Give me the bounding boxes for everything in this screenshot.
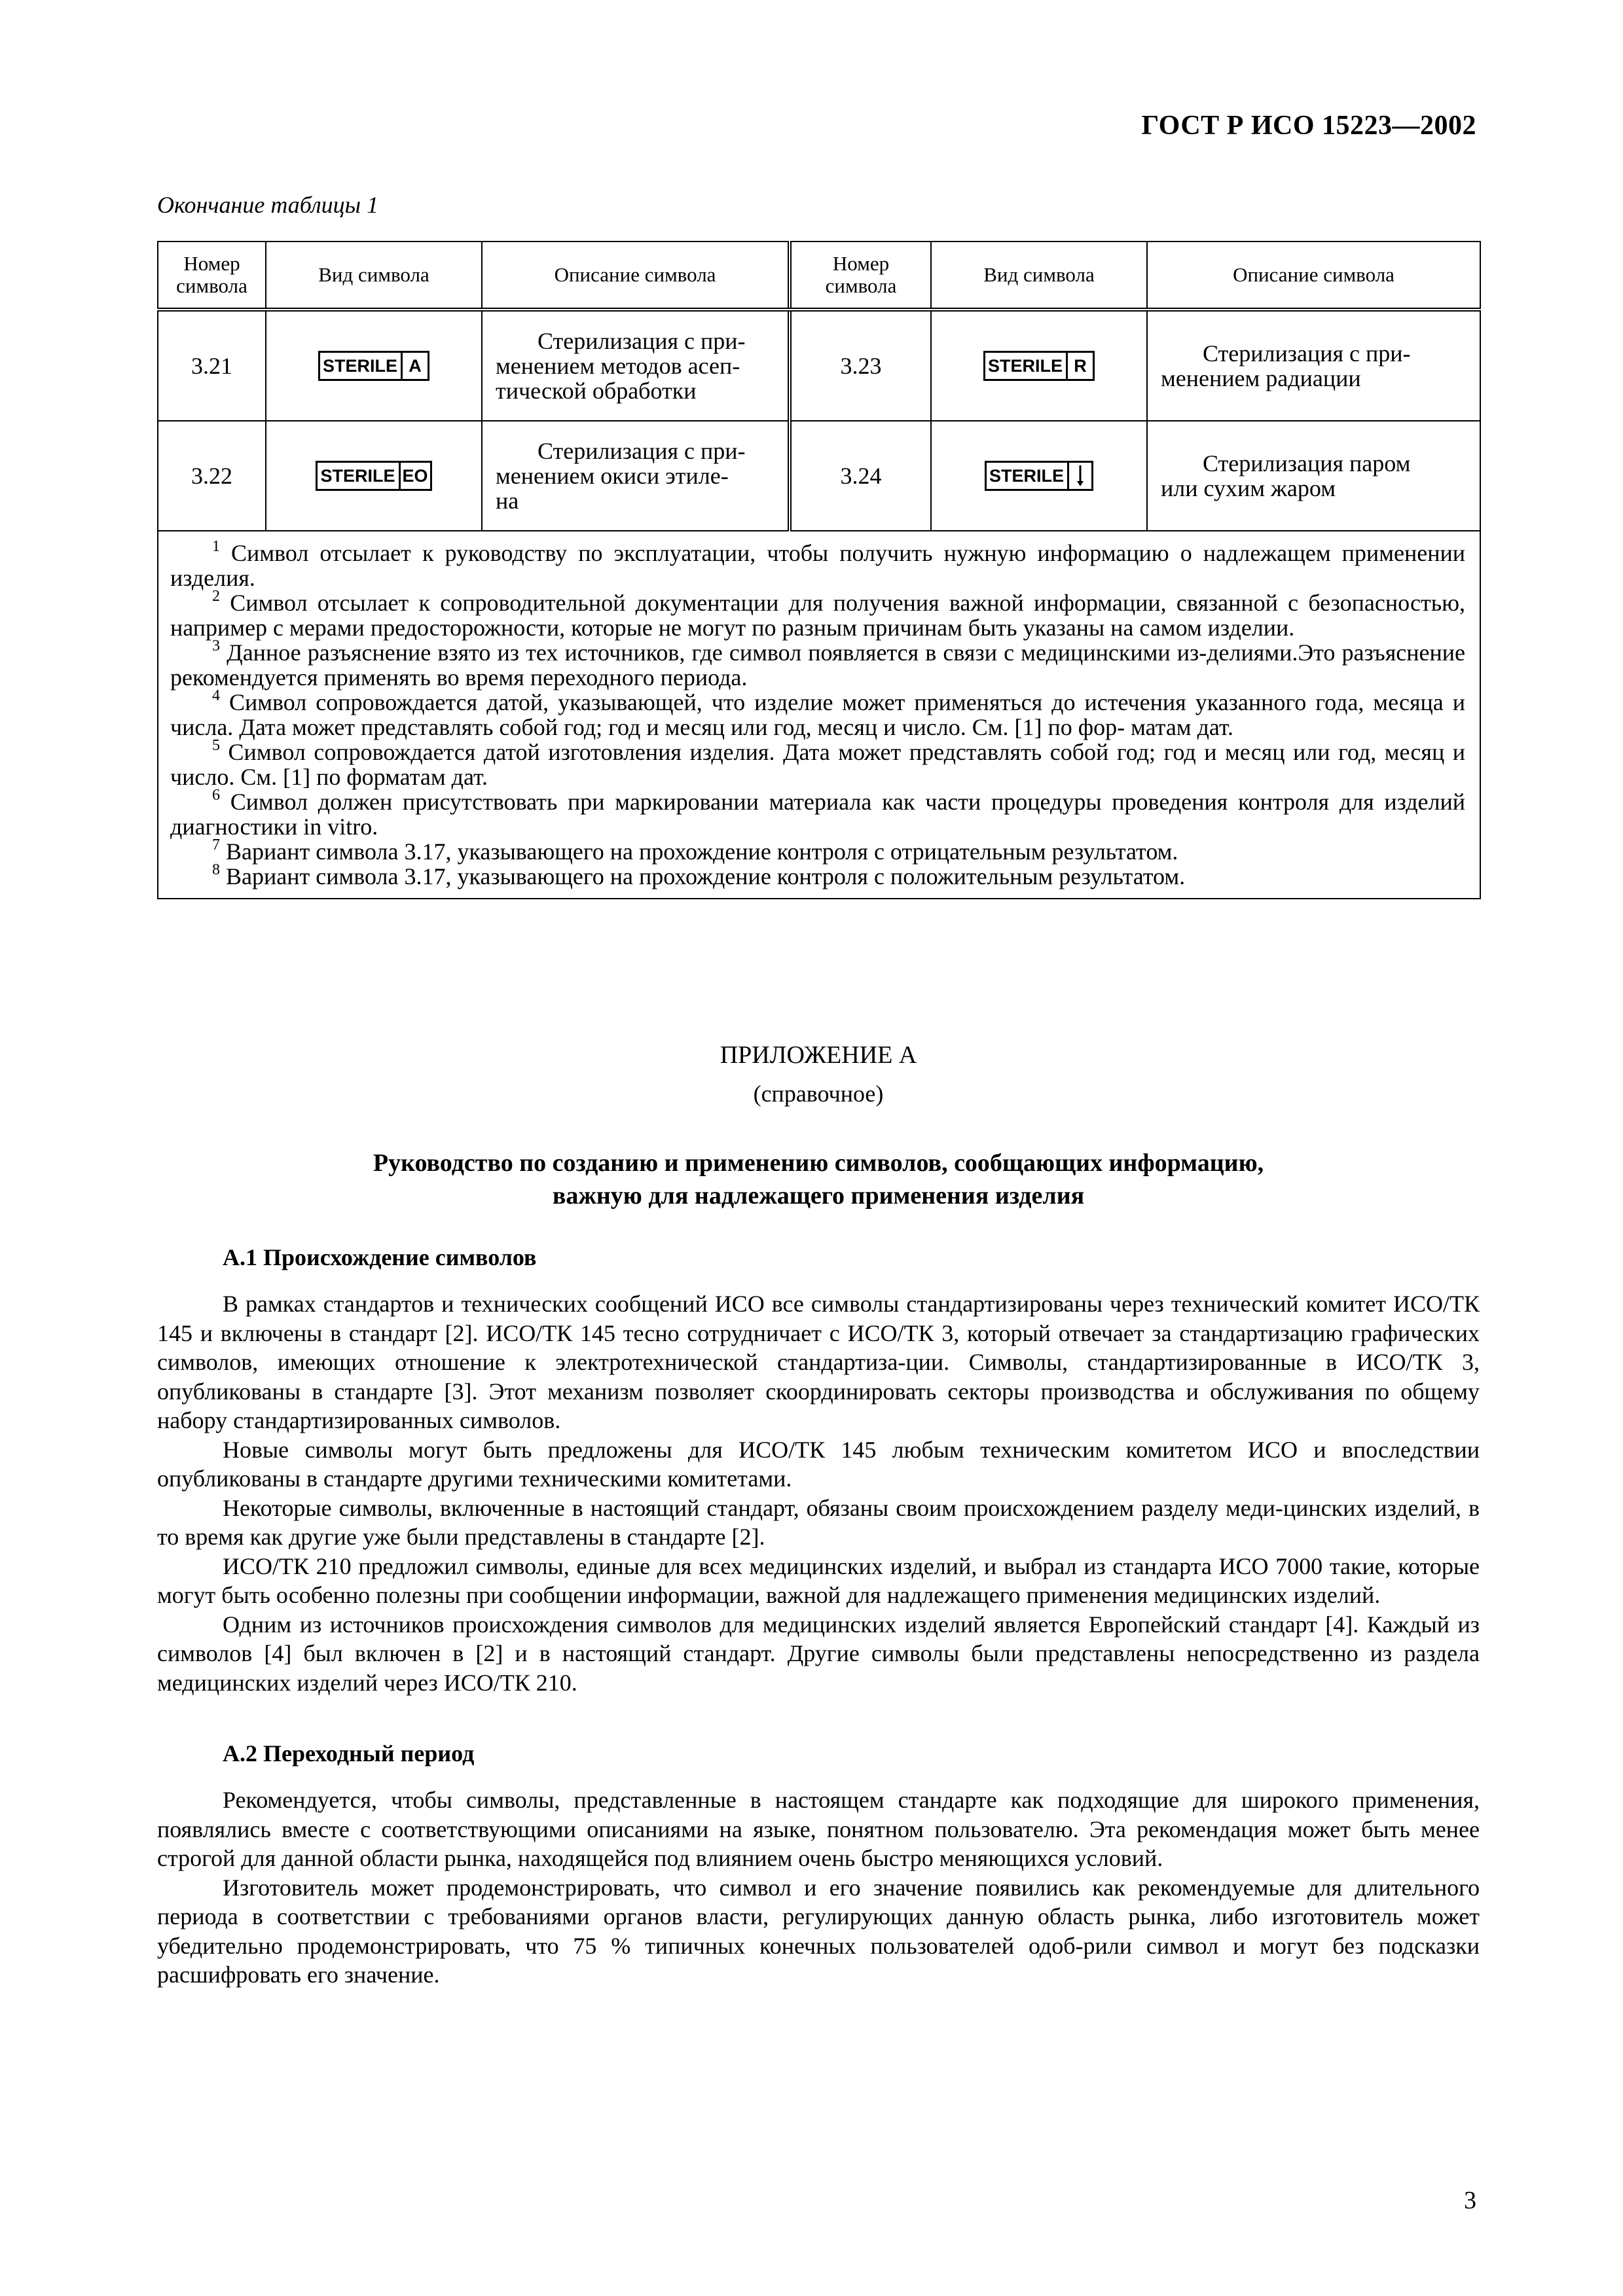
table-row bbox=[158, 421, 1480, 531]
header-number: Номер символа bbox=[790, 242, 931, 310]
description-line: Стерилизация с при- bbox=[1203, 340, 1411, 367]
header-symbol: Вид символа bbox=[266, 242, 482, 310]
symbol-number: 3.24 bbox=[790, 421, 931, 531]
footnote: $^6$ Символ должен присутствовать при маркировании материала как части процедуры проведения контроля для изделий диагностики in vitro. bbox=[170, 787, 1466, 840]
table-notes bbox=[158, 531, 1480, 899]
symbol-cell bbox=[931, 310, 1147, 421]
table-row bbox=[158, 310, 1480, 421]
footnote: $^5$ Символ сопровождается датой изготовления изделия. Дата может представлять собой год; год и месяц или год, месяц и число. См. [1] по форматам дат. bbox=[170, 737, 1466, 790]
footnote: $^1$ Символ отсылает к руководству по эксплуатации, чтобы получить нужную информацию о надлежащем применении изделия. bbox=[170, 538, 1465, 591]
header-description: Описание символа bbox=[1147, 242, 1480, 310]
sterile-r-symbol bbox=[983, 351, 1095, 381]
paragraph: Изготовитель может продемонстрировать, что символ и его значение появились как рекомендуемые для длительного периода в соответствии с требованиями органов власти, регулирующих данную область рынка, либо изготовитель может убедительно продемонстрировать, что 75 % типичных конечных пользователей одоб-рили символ и могут без подсказки расшифровать его значение. bbox=[157, 1874, 1480, 1988]
section-title: А.1 Происхождение символов bbox=[223, 1244, 537, 1270]
paragraph: В рамках стандартов и технических сообщений ИСО все символы стандартизированы через технический комитет ИСО/ТК 145 и включены в стандарт [2]. ИСО/ТК 145 тесно сотрудничает с ИСО/ТК 3, который отвечает за стандартизацию графических символов, имеющих отношение к электротехнической стандартиза-ции. Символы, стандартизированные в ИСО/ТК 3, опубликованы в стандарте [3]. Этот механизм позволяет скоординировать секторы производства и обслуживания по общему набору стандартизированных символов. bbox=[157, 1291, 1480, 1433]
symbols-table bbox=[157, 241, 1481, 899]
paragraph: Одним из источников происхождения символов для медицинских изделий является Европейский стандарт [4]. Каждый из символов [4] был включен в [2] и в настоящий стандарт. Другие символы были представлены непосредственно из раздела медицинских изделий через ИСО/ТК 210. bbox=[157, 1611, 1480, 1696]
symbol-description bbox=[482, 421, 790, 531]
symbol-cell bbox=[266, 421, 482, 531]
steam-heat-icon bbox=[1069, 463, 1091, 489]
annex-title: ПРИЛОЖЕНИЕ А bbox=[720, 1041, 917, 1069]
symbol-code: EO bbox=[402, 466, 428, 486]
sterile-eo-symbol bbox=[316, 461, 431, 491]
footnote: $^4$ Символ сопровождается датой, указывающей, что изделие может применяться до истечения указанного года, месяца и числа. Дата может представлять собой год; год и месяц или год, месяц и число. См. [1] по фор- матам дат. bbox=[170, 687, 1465, 740]
document-standard-header: ГОСТ Р ИСО 15223—2002 bbox=[1141, 111, 1476, 141]
page-number: 3 bbox=[1464, 2187, 1476, 2214]
section-body bbox=[157, 1785, 1480, 1990]
annex-heading bbox=[157, 1147, 1480, 1212]
table-caption: Окончание таблицы 1 bbox=[157, 192, 379, 218]
table-notes-row bbox=[158, 531, 1480, 899]
footnote: $^2$ Символ отсылает к сопроводительной документации для получения важной информации, связанной с безопасностью, например с мерами предосторожности, которые не могут по разным причинам быть указаны на самом изделии. bbox=[170, 588, 1466, 641]
symbol-description bbox=[1147, 421, 1480, 531]
section-title: А.2 Переходный период bbox=[223, 1740, 475, 1767]
description-line: менением окиси этиле- bbox=[496, 463, 729, 489]
annex-heading-line: Руководство по созданию и применению символов, сообщающих информацию, bbox=[373, 1149, 1264, 1177]
symbol-word: STERILE bbox=[318, 463, 400, 489]
symbol-word: STERILE bbox=[985, 353, 1068, 379]
header-number: Номер символа bbox=[158, 242, 266, 310]
symbol-word: STERILE bbox=[987, 463, 1069, 489]
footnote: $^7$ Вариант символа 3.17, указывающего на прохождение контроля с отрицательным результатом. bbox=[212, 836, 1178, 865]
description-line: менением методов асеп- bbox=[496, 353, 740, 379]
description-line: Стерилизация с при- bbox=[538, 438, 746, 464]
annex-subtitle: (справочное) bbox=[753, 1081, 884, 1107]
symbol-code: R bbox=[1074, 356, 1087, 376]
symbol-cell bbox=[931, 421, 1147, 531]
footnote: $^8$ Вариант символа 3.17, указывающего на прохождение контроля с положительным результатом. bbox=[212, 861, 1186, 889]
symbol-description bbox=[1147, 310, 1480, 421]
description-line: или сухим жаром bbox=[1161, 475, 1336, 501]
symbol-cell bbox=[266, 310, 482, 421]
section-body bbox=[157, 1289, 1480, 1697]
paragraph: Рекомендуется, чтобы символы, представленные в настоящем стандарте как подходящие для широкого применения, появлялись вместе с соответствующими описаниями на языке, понятном пользователю. Эта рекомендация может быть менее строгой для данной области рынка, находящейся под влиянием очень быстро меняющихся условий. bbox=[157, 1787, 1480, 1871]
symbol-number: 3.23 bbox=[790, 310, 931, 421]
description-line: на bbox=[496, 488, 519, 514]
symbol-code: A bbox=[409, 356, 422, 376]
description-line: менением радиации bbox=[1161, 365, 1361, 391]
description-line: Стерилизация паром bbox=[1203, 450, 1411, 476]
symbol-word: STERILE bbox=[320, 353, 403, 379]
description-line: тической обработки bbox=[496, 378, 697, 404]
header-description: Описание символа bbox=[482, 242, 790, 310]
description-line: Стерилизация с при- bbox=[538, 328, 746, 354]
sterile-a-symbol bbox=[318, 351, 429, 381]
footnote: $^3$ Данное разъяснение взято из тех источников, где символ появляется в связи с медицинскими из-делиями.Это разъяснение рекомендуется применять во время переходного периода. bbox=[170, 637, 1466, 691]
header-symbol: Вид символа bbox=[931, 242, 1147, 310]
table-header-row bbox=[158, 242, 1480, 310]
symbol-number: 3.21 bbox=[158, 310, 266, 421]
paragraph: Некоторые символы, включенные в настоящий стандарт, обязаны своим происхождением разделу меди-цинских изделий, в то время как другие уже были представлены в стандарте [2]. bbox=[157, 1494, 1480, 1550]
symbol-description bbox=[482, 310, 790, 421]
paragraph: ИСО/ТК 210 предложил символы, единые для всех медицинских изделий, и выбрал из стандарта ИСО 7000 такие, которые могут быть особенно полезны при сообщении информации, важной для надлежащего применения медицинских изделий. bbox=[157, 1552, 1480, 1608]
paragraph: Новые символы могут быть предложены для ИСО/ТК 145 любым техническим комитетом ИСО и впоследствии опубликованы в стандарте другими техническими комитетами. bbox=[157, 1436, 1480, 1492]
annex-heading-line: важную для надлежащего применения изделия bbox=[552, 1182, 1085, 1210]
sterile-steam-symbol bbox=[985, 461, 1093, 491]
symbol-number: 3.22 bbox=[158, 421, 266, 531]
